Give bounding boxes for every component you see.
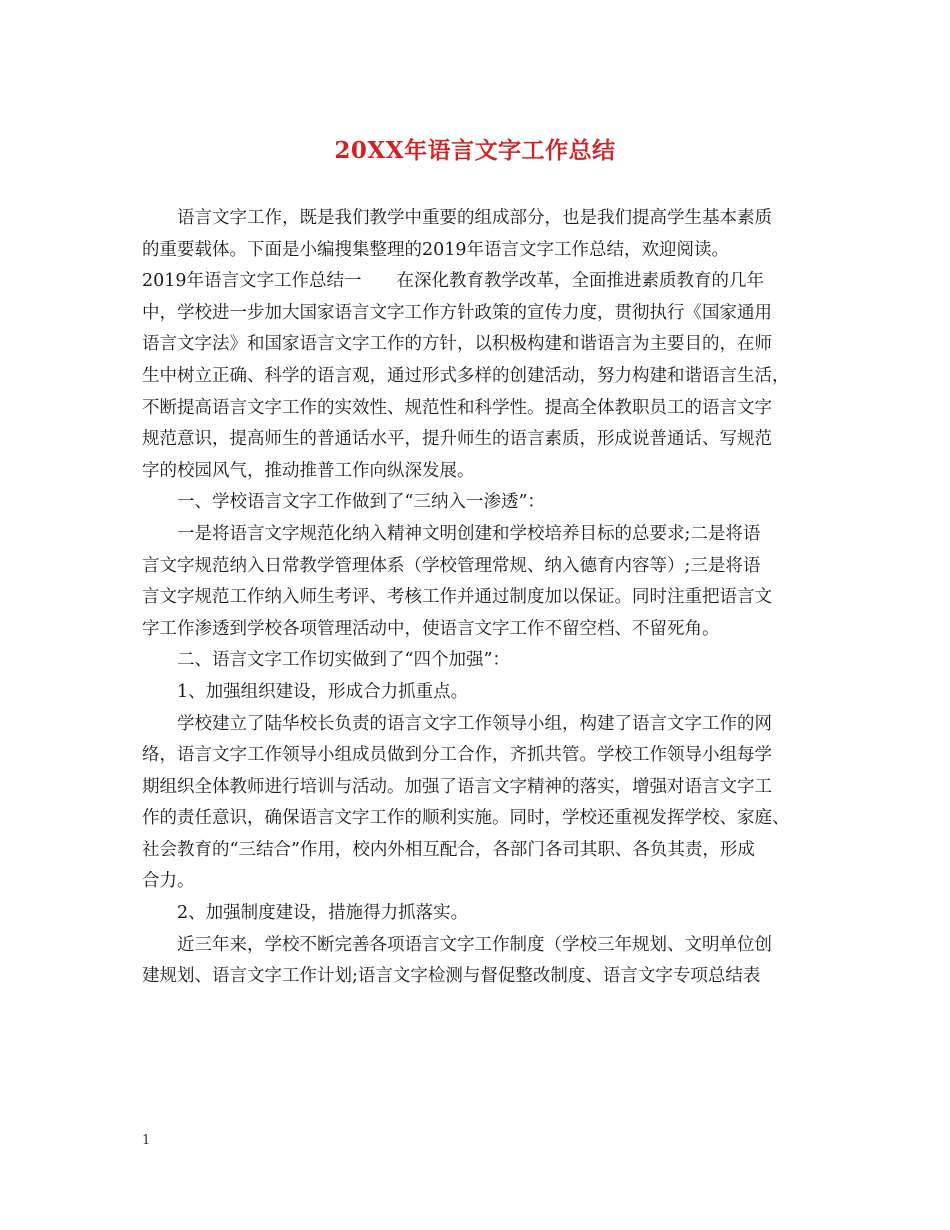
- paragraph-line: 言文字规范工作纳入师生考评、考核工作并通过制度加以保证。同时注重把语言文: [142, 587, 772, 608]
- paragraph-line: 字的校园风气，推动推普工作向纵深发展。: [142, 460, 475, 481]
- paragraph-line: 语言文字法》和国家语言文字工作的方针，以积极构建和谐语言为主要目的，在师: [142, 334, 772, 355]
- paragraph-line: 近三年来，学校不断完善各项语言文字工作制度（学校三年规划、文明单位创: [177, 934, 772, 955]
- paragraph-line: 生中树立正确、科学的语言观，通过形式多样的创建活动，努力构建和谐语言生活，: [142, 365, 790, 386]
- paragraph-line: 言文字规范纳入日常教学管理体系（学校管理常规、纳入德育内容等）;三是将语: [142, 555, 761, 576]
- paragraph-line: 2019年语言文字工作总结一 在深化教育教学改革，全面推进素质教育的几年: [142, 271, 765, 292]
- paragraph-line: 中，学校进一步加大国家语言文字工作方针政策的宣传力度，贯彻执行《国家通用: [142, 302, 772, 323]
- paragraph-line: 作的责任意识，确保语言文字工作的顺利实施。同时，学校还重视发挥学校、家庭、: [142, 808, 790, 829]
- subsection-heading: 1、加强组织建设，形成合力抓重点。: [177, 681, 469, 702]
- section-heading: 二、语言文字工作切实做到了“四个加强”：: [177, 650, 510, 671]
- section-heading: 一、学校语言文字工作做到了“三纳入一渗透”：: [177, 492, 545, 513]
- paragraph-line: 合力。: [142, 871, 195, 892]
- paragraph-line: 语言文字工作，既是我们教学中重要的组成部分，也是我们提高学生基本素质: [177, 208, 772, 228]
- page-number: 1: [142, 1133, 151, 1148]
- paragraph-line: 学校建立了陆华校长负责的语言文字工作领导小组，构建了语言文字工作的网: [177, 713, 772, 734]
- paragraph-line: 一是将语言文字规范化纳入精神文明创建和学校培养目标的总要求;二是将语: [177, 523, 761, 544]
- paragraph-line: 络，语言文字工作领导小组成员做到分工合作，齐抓共管。学校工作领导小组每学: [142, 745, 772, 766]
- paragraph-line: 社会教育的“三结合”作用，校内外相互配合，各部门各司其职、各负其责，形成: [142, 839, 755, 860]
- document-body: [142, 203, 822, 993]
- paragraph-line: 期组织全体教师进行培训与活动。加强了语言文字精神的落实，增强对语言文字工: [142, 776, 772, 797]
- paragraph-line: 规范意识，提高师生的普通话水平，提升师生的语言素质，形成说普通话、写规范: [142, 429, 772, 450]
- document-title: 20XX年语言文字工作总结: [334, 137, 616, 164]
- paragraph-line: 的重要载体。下面是小编搜集整理的2019年语言文字工作总结，欢迎阅读。: [142, 239, 730, 260]
- paragraph-line: 建规划、语言文字工作计划;语言文字检测与督促整改制度、语言文字专项总结表: [142, 966, 761, 987]
- subsection-heading: 2、加强制度建设，措施得力抓落实。: [177, 903, 469, 924]
- paragraph-line: 不断提高语言文字工作的实效性、规范性和科学性。提高全体教职员工的语言文字: [142, 397, 772, 418]
- paragraph-line: 字工作渗透到学校各项管理活动中，使语言文字工作不留空档、不留死角。: [142, 618, 720, 639]
